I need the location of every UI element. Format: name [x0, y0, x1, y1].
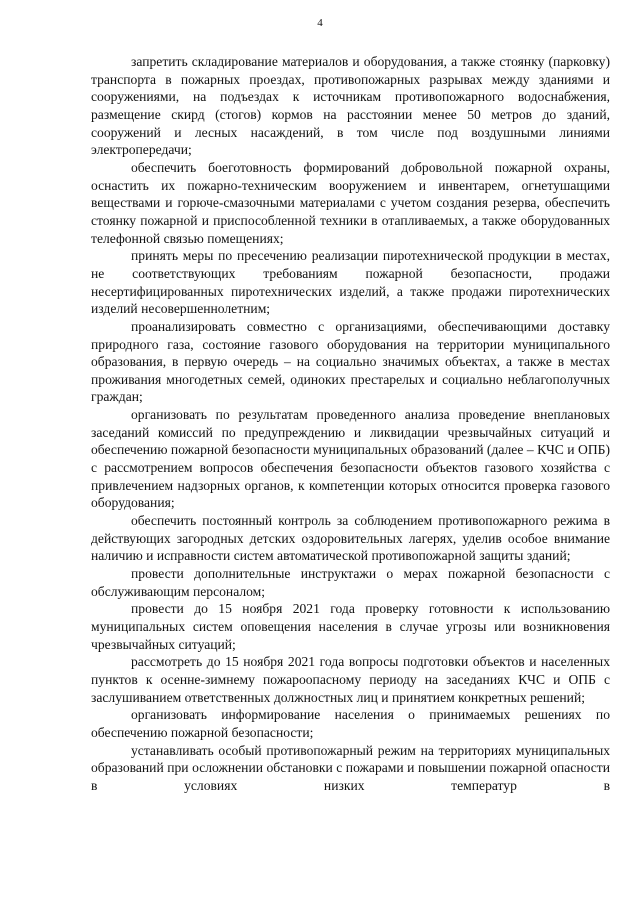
- paragraph-children-camps: обеспечить постоянный контроль за соблюдением противопожарного режима в действующих загородных детских оздоровительных лагерях, уделив особое внимание наличию и исправности систем автоматической противопожарной защиты зданий;: [91, 513, 610, 564]
- paragraph-storage-ban: запретить складирование материалов и оборудования, а также стоянку (парковку) транспорта в пожарных проездах, противопожарных разрывах между зданиями и сооружениями, на подъездах к источникам противопожарного водоснабжения, размещение скирд (стогов) кормов на расстоянии менее 50 метров до зданий, сооружений и лесных насаждений, в том числе под воздушными линиями электропередачи;: [91, 54, 610, 158]
- page-number: 4: [317, 17, 323, 29]
- paragraph-autumn-winter-prep: рассмотреть до 15 ноября 2021 года вопросы подготовки объектов и населенных пунктов к осенне-зимнему пожароопасному периоду на заседаниях КЧС и ОПБ с заслушиванием ответственных должностных лиц и принятием конкретных решений;: [91, 654, 610, 705]
- paragraph-special-fire-regime: устанавливать особый противопожарный режим на территориях муниципальных образований при осложнении обстановки с пожарами и повышении пожарной опасности в условиях низких температур в: [91, 742, 610, 793]
- document-body: [91, 53, 610, 795]
- paragraph-pyrotechnics: принять меры по пресечению реализации пиротехнической продукции в местах, не соответствующих требованиям пожарной безопасности, продажи несертифицированных пиротехнических изделий, а также продажи пиротехнических изделий несовершеннолетним;: [91, 248, 610, 317]
- paragraph-gas-equipment-analysis: проанализировать совместно с организациями, обеспечивающими доставку природного газа, состояние газового оборудования на территории муниципального образования, в первую очередь – на социально значимых объектах, а также в местах проживания многодетных семей, одиноких престарелых и социально неблагополучных граждан;: [91, 318, 610, 405]
- paragraph-public-information: организовать информирование населения о принимаемых решениях по обеспечению пожарной безопасности;: [91, 707, 610, 740]
- paragraph-staff-briefings: провести дополнительные инструктажи о мерах пожарной безопасности с обслуживающим персоналом;: [91, 566, 610, 599]
- paragraph-volunteer-fire-readiness: обеспечить боеготовность формирований добровольной пожарной охраны, оснастить их пожарно-техническим вооружением и инвентарем, огнетушащими веществами и горюче-смазочными материалами с учетом создания резерва, обеспечить стоянку пожарной и приспособленной техники в отапливаемых, а также оборудованных телефонной связью помещениях;: [91, 159, 610, 246]
- paragraph-warning-systems: провести до 15 ноября 2021 года проверку готовности к использованию муниципальных систем оповещения населения в случае угрозы или возникновения чрезвычайных ситуаций;: [91, 601, 610, 652]
- paragraph-commission-meetings: организовать по результатам проведенного анализа проведение внеплановых заседаний комиссий по предупреждению и ликвидации чрезвычайных ситуаций и обеспечению пожарной безопасности муниципальных образований (далее – КЧС и ОПБ) с рассмотрением вопросов обеспечения безопасности объектов газового хозяйства с привлечением надзорных органов, к компетенции которых относится проверка газового оборудования;: [91, 407, 610, 511]
